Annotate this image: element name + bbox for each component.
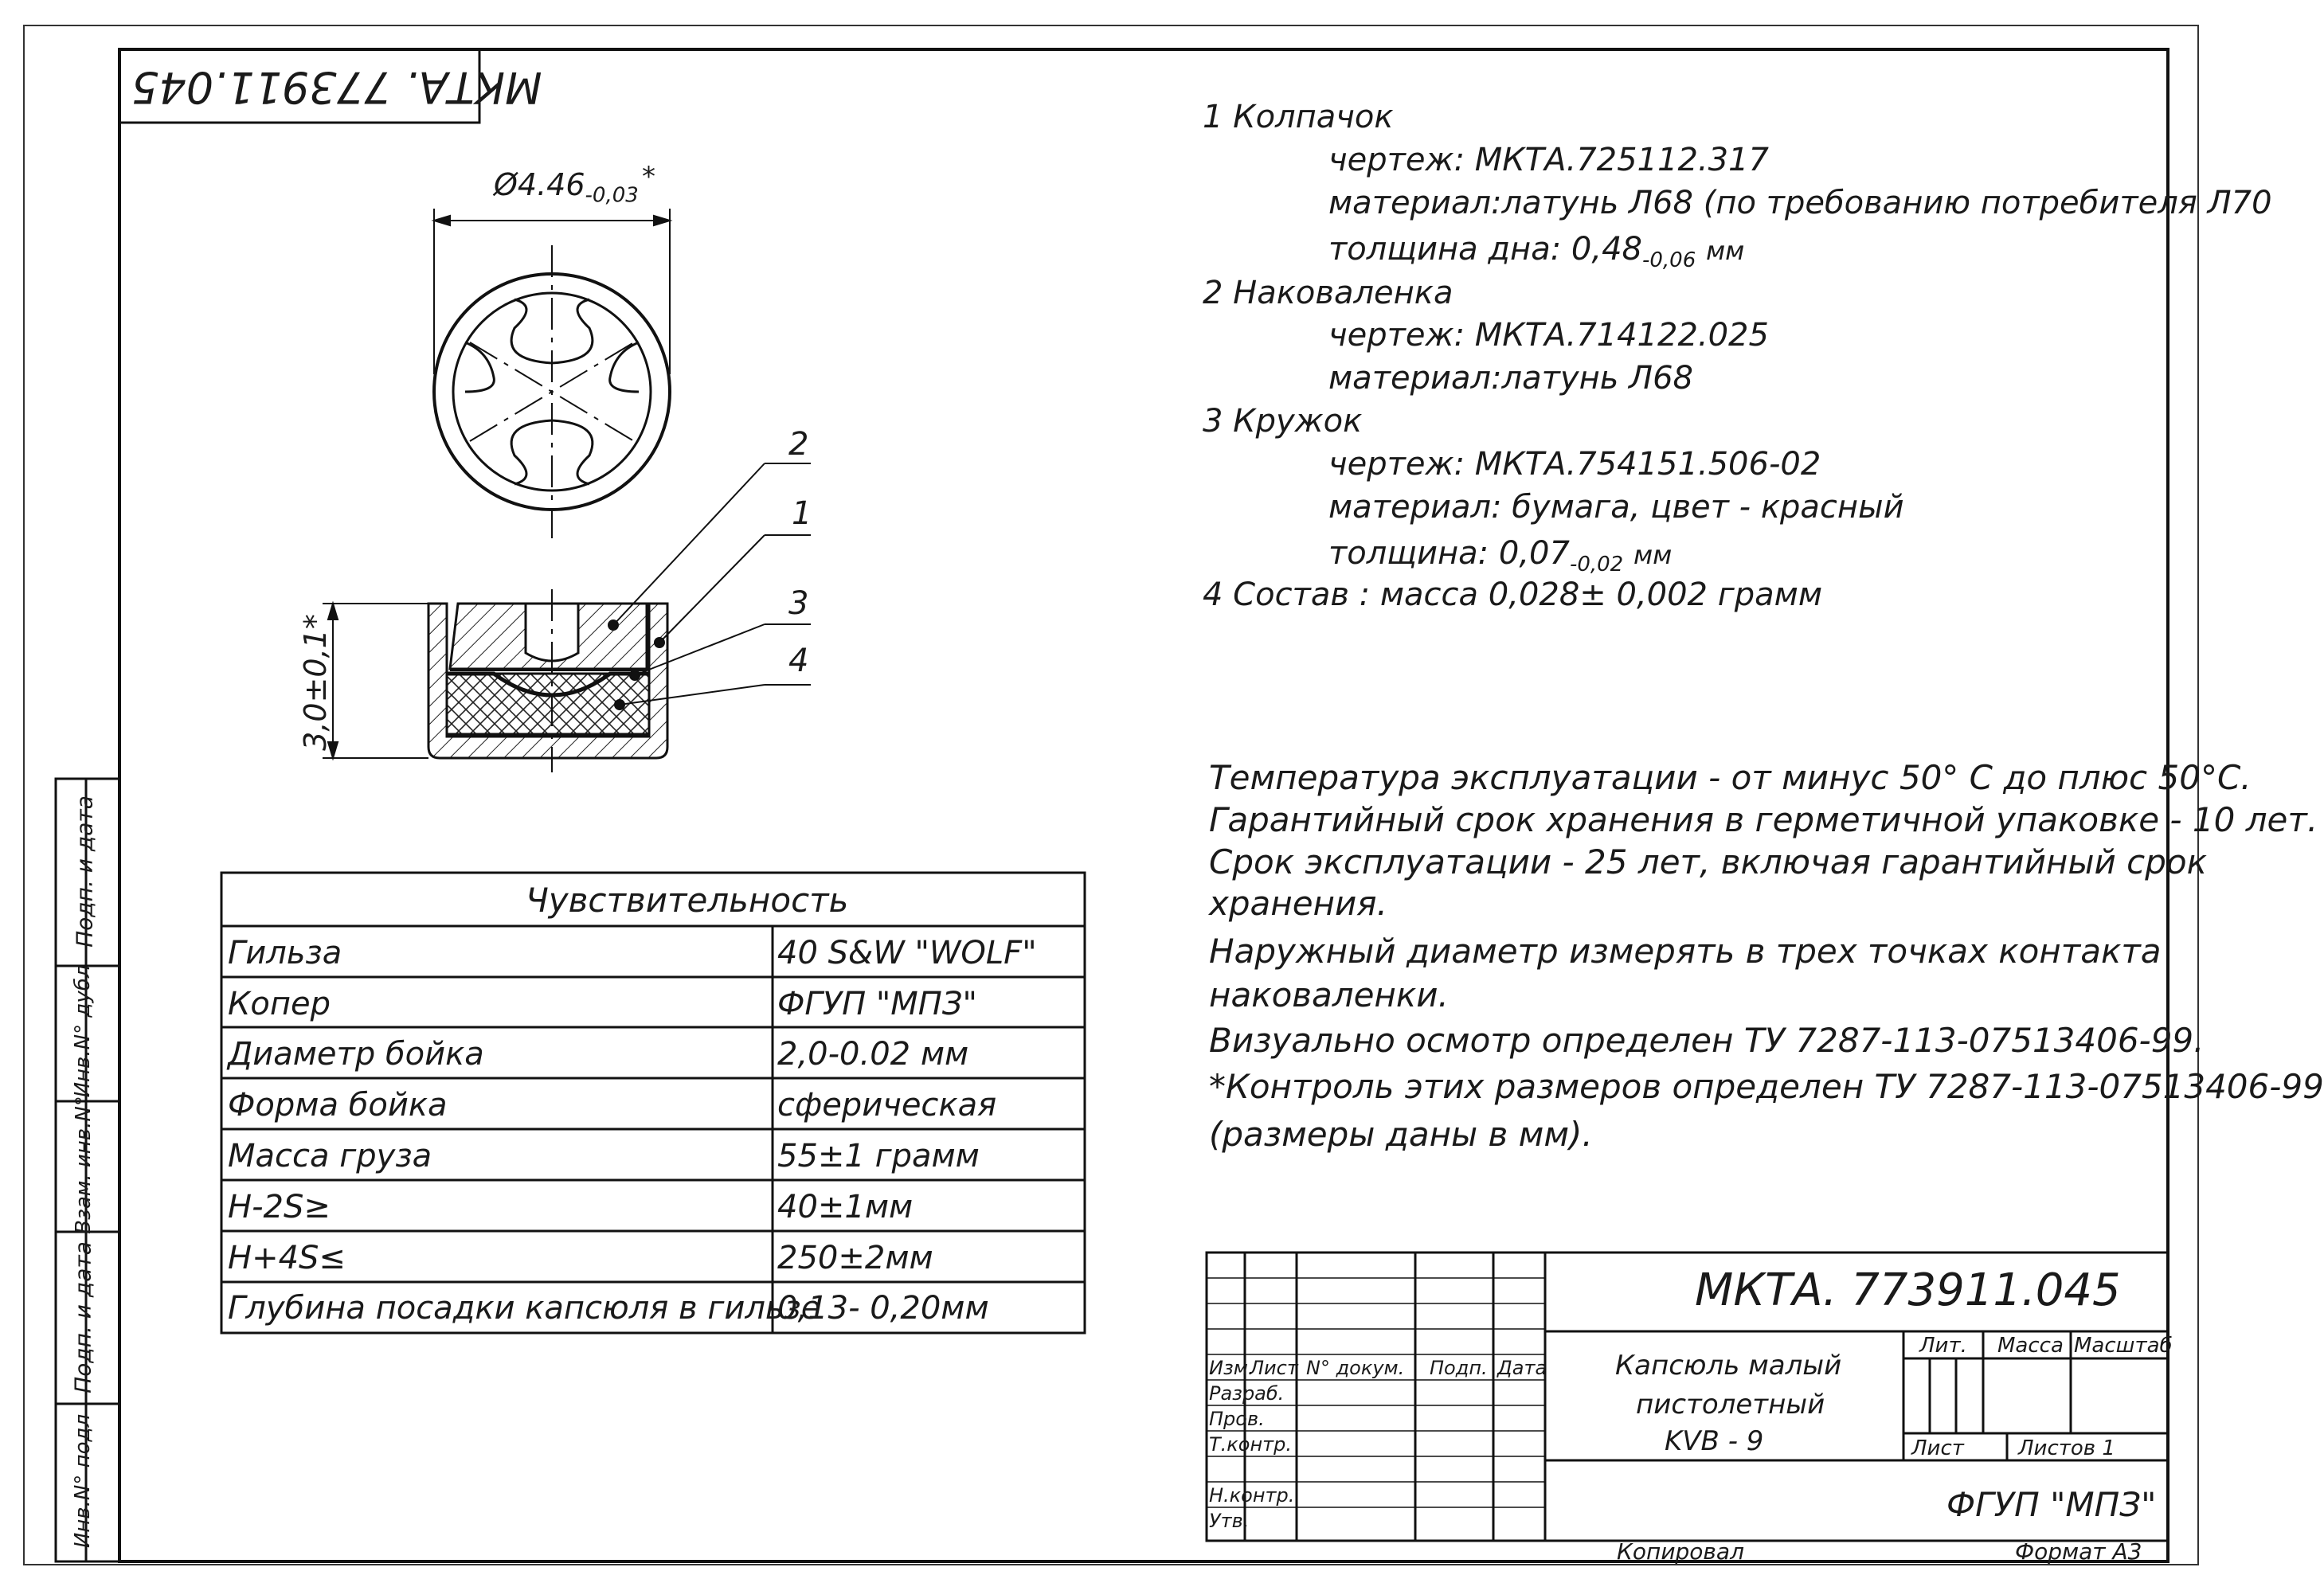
part1-thickness-value: толщина дна: 0,48: [1328, 231, 1642, 268]
copied-label: Копировал: [1617, 1538, 1744, 1565]
tb-role: Т.контр.: [1209, 1433, 1293, 1456]
tb-role: Разраб.: [1209, 1382, 1285, 1405]
table-row-label: Глубина посадки капсюля в гильзе: [228, 1290, 821, 1327]
product-name-line: пистолетный: [1636, 1389, 1825, 1421]
format-label: Формат А3: [2015, 1538, 2142, 1565]
part3-material: материал: бумага, цвет - красный: [1328, 489, 1904, 526]
note-line: Наружный диаметр измерять в трех точках контакта: [1209, 932, 2162, 971]
part3-title: 3 Кружок: [1203, 403, 1363, 440]
callout-3: 3: [788, 585, 809, 622]
tb-sheets: Листов 1: [2018, 1436, 2115, 1460]
tb-role: Пров.: [1209, 1408, 1265, 1430]
table-row-label: Копер: [228, 986, 331, 1022]
table-row-label: Гильза: [228, 935, 342, 971]
note-line: Срок эксплуатации - 25 лет, включая гарантийный срок: [1209, 842, 2207, 881]
callout-4: 4: [788, 643, 809, 679]
table-row-label: Диаметр бойка: [228, 1036, 484, 1073]
side-strip-label: Подп. и дата: [71, 795, 98, 948]
tb-scale: Масштаб: [2074, 1334, 2173, 1358]
part1-title: 1 Колпачок: [1203, 99, 1394, 135]
note-line: *Контроль этих размеров определен ТУ 7287-113-07513406-99: [1209, 1067, 2324, 1106]
table-row-label: Масса груза: [228, 1138, 432, 1174]
side-strip-label: Взам. инв.N°: [72, 1096, 96, 1234]
part1-drawing: чертеж: МКТА.725112.317: [1328, 142, 1769, 178]
tb-sheet: Лист: [1911, 1436, 1964, 1460]
part3-thickness-value: толщина: 0,07: [1328, 535, 1570, 572]
side-strip-label: Подп. и дата: [69, 1241, 96, 1393]
part3-drawing: чертеж: МКТА.754151.506-02: [1328, 446, 1821, 483]
tb-mass: Масса: [1997, 1334, 2064, 1358]
diameter-dimension: [434, 209, 670, 374]
table-row-value: 2,0-0.02 мм: [777, 1036, 969, 1073]
part1-thickness-tol: -0,06: [1641, 248, 1696, 272]
tb-org: ФГУП "МПЗ": [1946, 1485, 2157, 1524]
note-line: наковаленки.: [1209, 975, 1449, 1014]
table-row-value: 55±1 грамм: [777, 1138, 980, 1174]
part4-composition: 4 Состав : масса 0,028± 0,002 грамм: [1203, 576, 1822, 613]
side-strip-label: Инв.N° подл: [71, 1413, 95, 1549]
note-line: хранения.: [1209, 884, 1387, 923]
part2-drawing: чертеж: МКТА.714122.025: [1328, 317, 1769, 354]
part1-material: материал:латунь Л68 (по требованию потребителя Л70: [1328, 185, 2272, 221]
dim-height-label: 3,0±0,1*: [297, 614, 333, 751]
part3-thickness: [1328, 535, 1672, 576]
part2-title: 2 Наковаленка: [1203, 275, 1453, 311]
section-view: [428, 589, 667, 772]
note-line: Визуально осмотр определен ТУ 7287-113-07513406-99.: [1209, 1021, 2205, 1060]
stamp-code: МКТА. 773911.045: [131, 62, 542, 112]
table-row-value: ФГУП "МПЗ": [777, 986, 977, 1022]
note-line: Температура эксплуатации - от минус 50° С до плюс 50°С.: [1209, 758, 2252, 797]
callout-2: 2: [788, 426, 809, 463]
dim-diameter-tolerance: -0,03: [585, 183, 639, 208]
table-row-value: 40±1мм: [777, 1189, 914, 1225]
top-view: [434, 245, 670, 538]
table-row-value: 0,13- 0,20мм: [777, 1290, 989, 1327]
note-line: (размеры даны в мм).: [1209, 1115, 1593, 1154]
doc-code: МКТА. 773911.045: [1695, 1264, 2121, 1316]
height-dimension: [323, 604, 428, 758]
tb-header-doc: N° докум.: [1306, 1357, 1405, 1379]
tb-header-list: Лист: [1250, 1357, 1298, 1379]
dim-diameter-value: Ø4.46: [494, 167, 585, 202]
tb-header-date: Дата: [1497, 1357, 1547, 1379]
product-name-line: KVB - 9: [1665, 1425, 1764, 1457]
leader-lines: [608, 463, 811, 709]
part1-thickness-unit: мм: [1705, 236, 1745, 266]
product-name-line: Капсюль малый: [1615, 1350, 1842, 1382]
table-row-value: 40 S&W "WOLF": [777, 935, 1037, 971]
part3-thickness-unit: мм: [1633, 540, 1673, 570]
part1-thickness: [1328, 231, 1744, 272]
table-row-label: H+4S≤: [228, 1240, 346, 1276]
tb-header-sign: Подп.: [1430, 1357, 1488, 1379]
tb-header-izm: Изм.: [1209, 1357, 1254, 1379]
tb-role: Утв.: [1209, 1510, 1250, 1532]
part3-thickness-tol: -0,02: [1569, 553, 1624, 576]
note-line: Гарантийный срок хранения в герметичной упаковке - 10 лет.: [1209, 800, 2318, 839]
tb-role: Н.контр.: [1209, 1484, 1295, 1507]
dim-diameter-label: [494, 167, 639, 208]
tb-lit: Лит.: [1919, 1334, 1967, 1358]
table-row-value: 250±2мм: [777, 1240, 933, 1276]
table-title: Чувствительность: [526, 881, 849, 920]
dim-diameter-star: *: [642, 161, 655, 193]
part2-material: материал:латунь Л68: [1328, 360, 1694, 397]
callout-1: 1: [792, 495, 812, 532]
table-row-label: Форма бойка: [228, 1087, 448, 1124]
side-strip-label: Инв.N° дубл: [71, 964, 95, 1098]
table-row-value: сферическая: [777, 1087, 997, 1124]
table-row-label: H-2S≥: [228, 1189, 331, 1225]
